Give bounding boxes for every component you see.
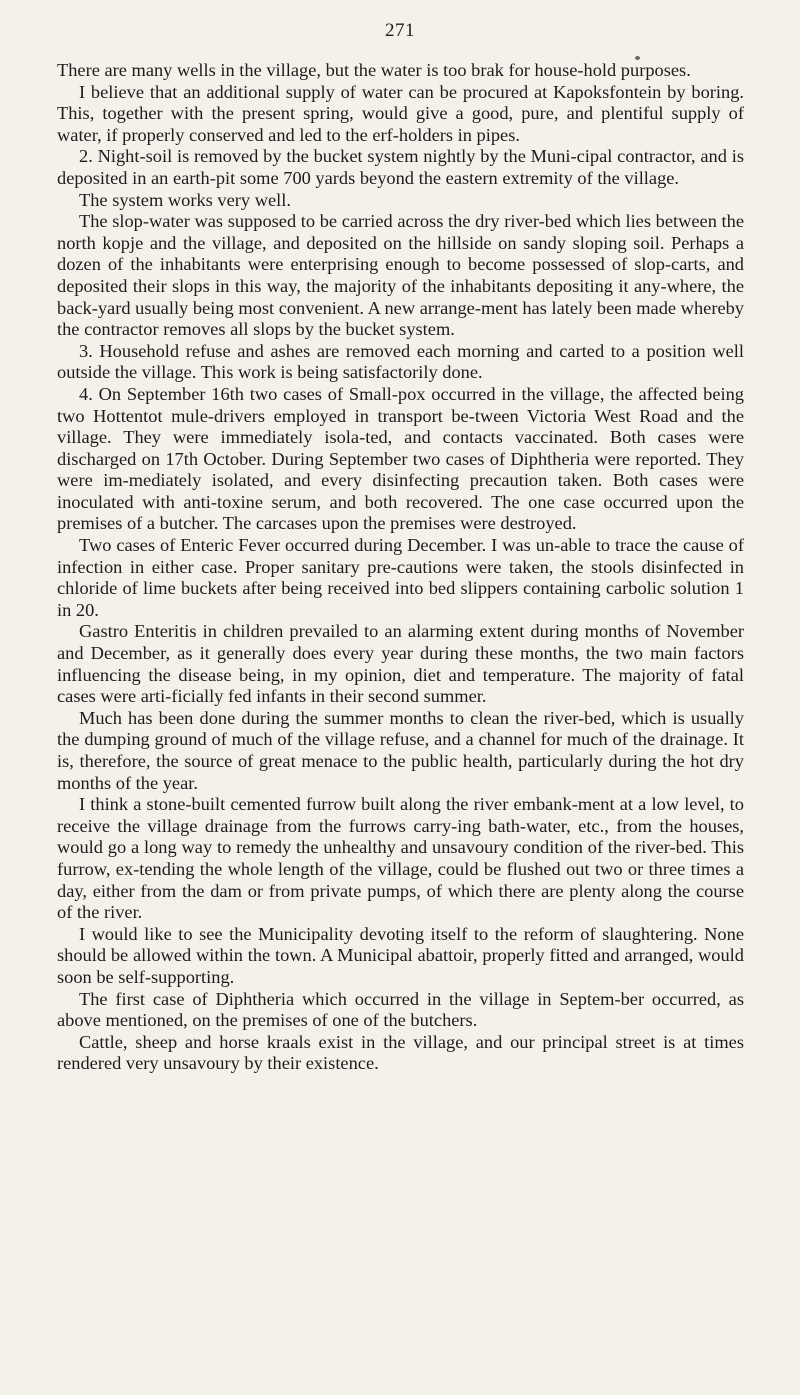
paragraph-water-supply: I believe that an additional supply of water can be procured at Kapoksfontein by boring. This, together with the present spring, would give a good, pure, and plentiful supply of water, if properly conserved and led to the erf-holders in pipes. bbox=[57, 81, 744, 145]
paragraph-household-refuse: 3. Household refuse and ashes are removed each morning and carted to a position well outside the village. This work is being satisfactorily done. bbox=[57, 340, 744, 383]
paragraph-wells: There are many wells in the village, but the water is too brak for house-hold purposes. bbox=[57, 60, 691, 80]
paragraph-enteric-fever: Two cases of Enteric Fever occurred during December. I was un-able to trace the cause of infection in either case. Proper sanitary pre-cautions were taken, the stools disinfected in chloride of lime buckets after being received into bed slippers containing carbolic solution 1 in 20. bbox=[57, 535, 744, 620]
paragraph-kraals: Cattle, sheep and horse kraals exist in the village, and our principal street is at times rendered very unsavoury by their existence. bbox=[57, 1031, 744, 1074]
page-number: 271 bbox=[385, 20, 415, 41]
paragraph-diphtheria-butcher: The first case of Diphtheria which occurred in the village in Septem-ber occurred, as above mentioned, on the premises of one of the butchers. bbox=[57, 988, 744, 1031]
body-text bbox=[57, 60, 744, 1075]
paragraph-night-soil: 2. Night-soil is removed by the bucket system nightly by the Muni-cipal contractor, and is deposited in an earth-pit some 700 yards beyond the eastern extremity of the village. bbox=[57, 146, 744, 188]
paragraph-slaughtering: I would like to see the Municipality devoting itself to the reform of slaughtering. None should be allowed within the town. A Municipal abattoir, properly fitted and arranged, would soon be self-supporting. bbox=[57, 923, 744, 987]
paragraph-gastro-enteritis: Gastro Enteritis in children prevailed to an alarming extent during months of November and December, as it generally does every year during these months, the two main factors influencing the disease being, in my opinion, diet and temperature. The majority of fatal cases were arti-ficially fed infants in their second summer. bbox=[57, 621, 744, 707]
paragraph-system-works: The system works very well. bbox=[79, 189, 291, 210]
paragraph-slop-water: The slop-water was supposed to be carried across the dry river-bed which lies between the north kopje and the village, and deposited on the hillside on sandy sloping soil. Perhaps a dozen of the inhabitants were enterprising enough to become possessed of slop-carts, and deposited their slops in this way, the majority of the inhabitants depositing it any-where, the back-yard usually being most convenient. A new arrange-ment has lately been made whereby the contractor removes all slops by the bucket system. bbox=[57, 211, 744, 340]
paragraph-furrow-proposal: I think a stone-built cemented furrow built along the river embank-ment at a low level, to receive the village drainage from the furrows carry-ing bath-water, etc., from the houses, would go a long way to remedy the unhealthy and unsavoury condition of the river-bed. This furrow, ex-tending the whole length of the village, could be flushed out two or three times a day, either from the dam or from private pumps, of which there are plenty along the course of the river. bbox=[57, 794, 744, 923]
paragraph-infectious-cases: 4. On September 16th two cases of Small-pox occurred in the village, the affected being two Hottentot mule-drivers employed in transport be-tween Victoria West Road and the village. They were immediately isola-ted, and contacts vaccinated. Both cases were discharged on 17th October. During September two cases of Diphtheria were reported. They were im-mediately isolated, and every disinfecting precaution taken. Both cases were inoculated with anti-toxine serum, and both recovered. The one case occurred upon the premises of a butcher. The carcases upon the premises were destroyed. bbox=[57, 383, 744, 534]
paragraph-river-bed: Much has been done during the summer months to clean the river-bed, which is usually the dumping ground of much of the village refuse, and a channel for much of the drainage. It is, therefore, the source of great menace to the public health, particularly during the hot dry months of the year. bbox=[57, 707, 744, 793]
